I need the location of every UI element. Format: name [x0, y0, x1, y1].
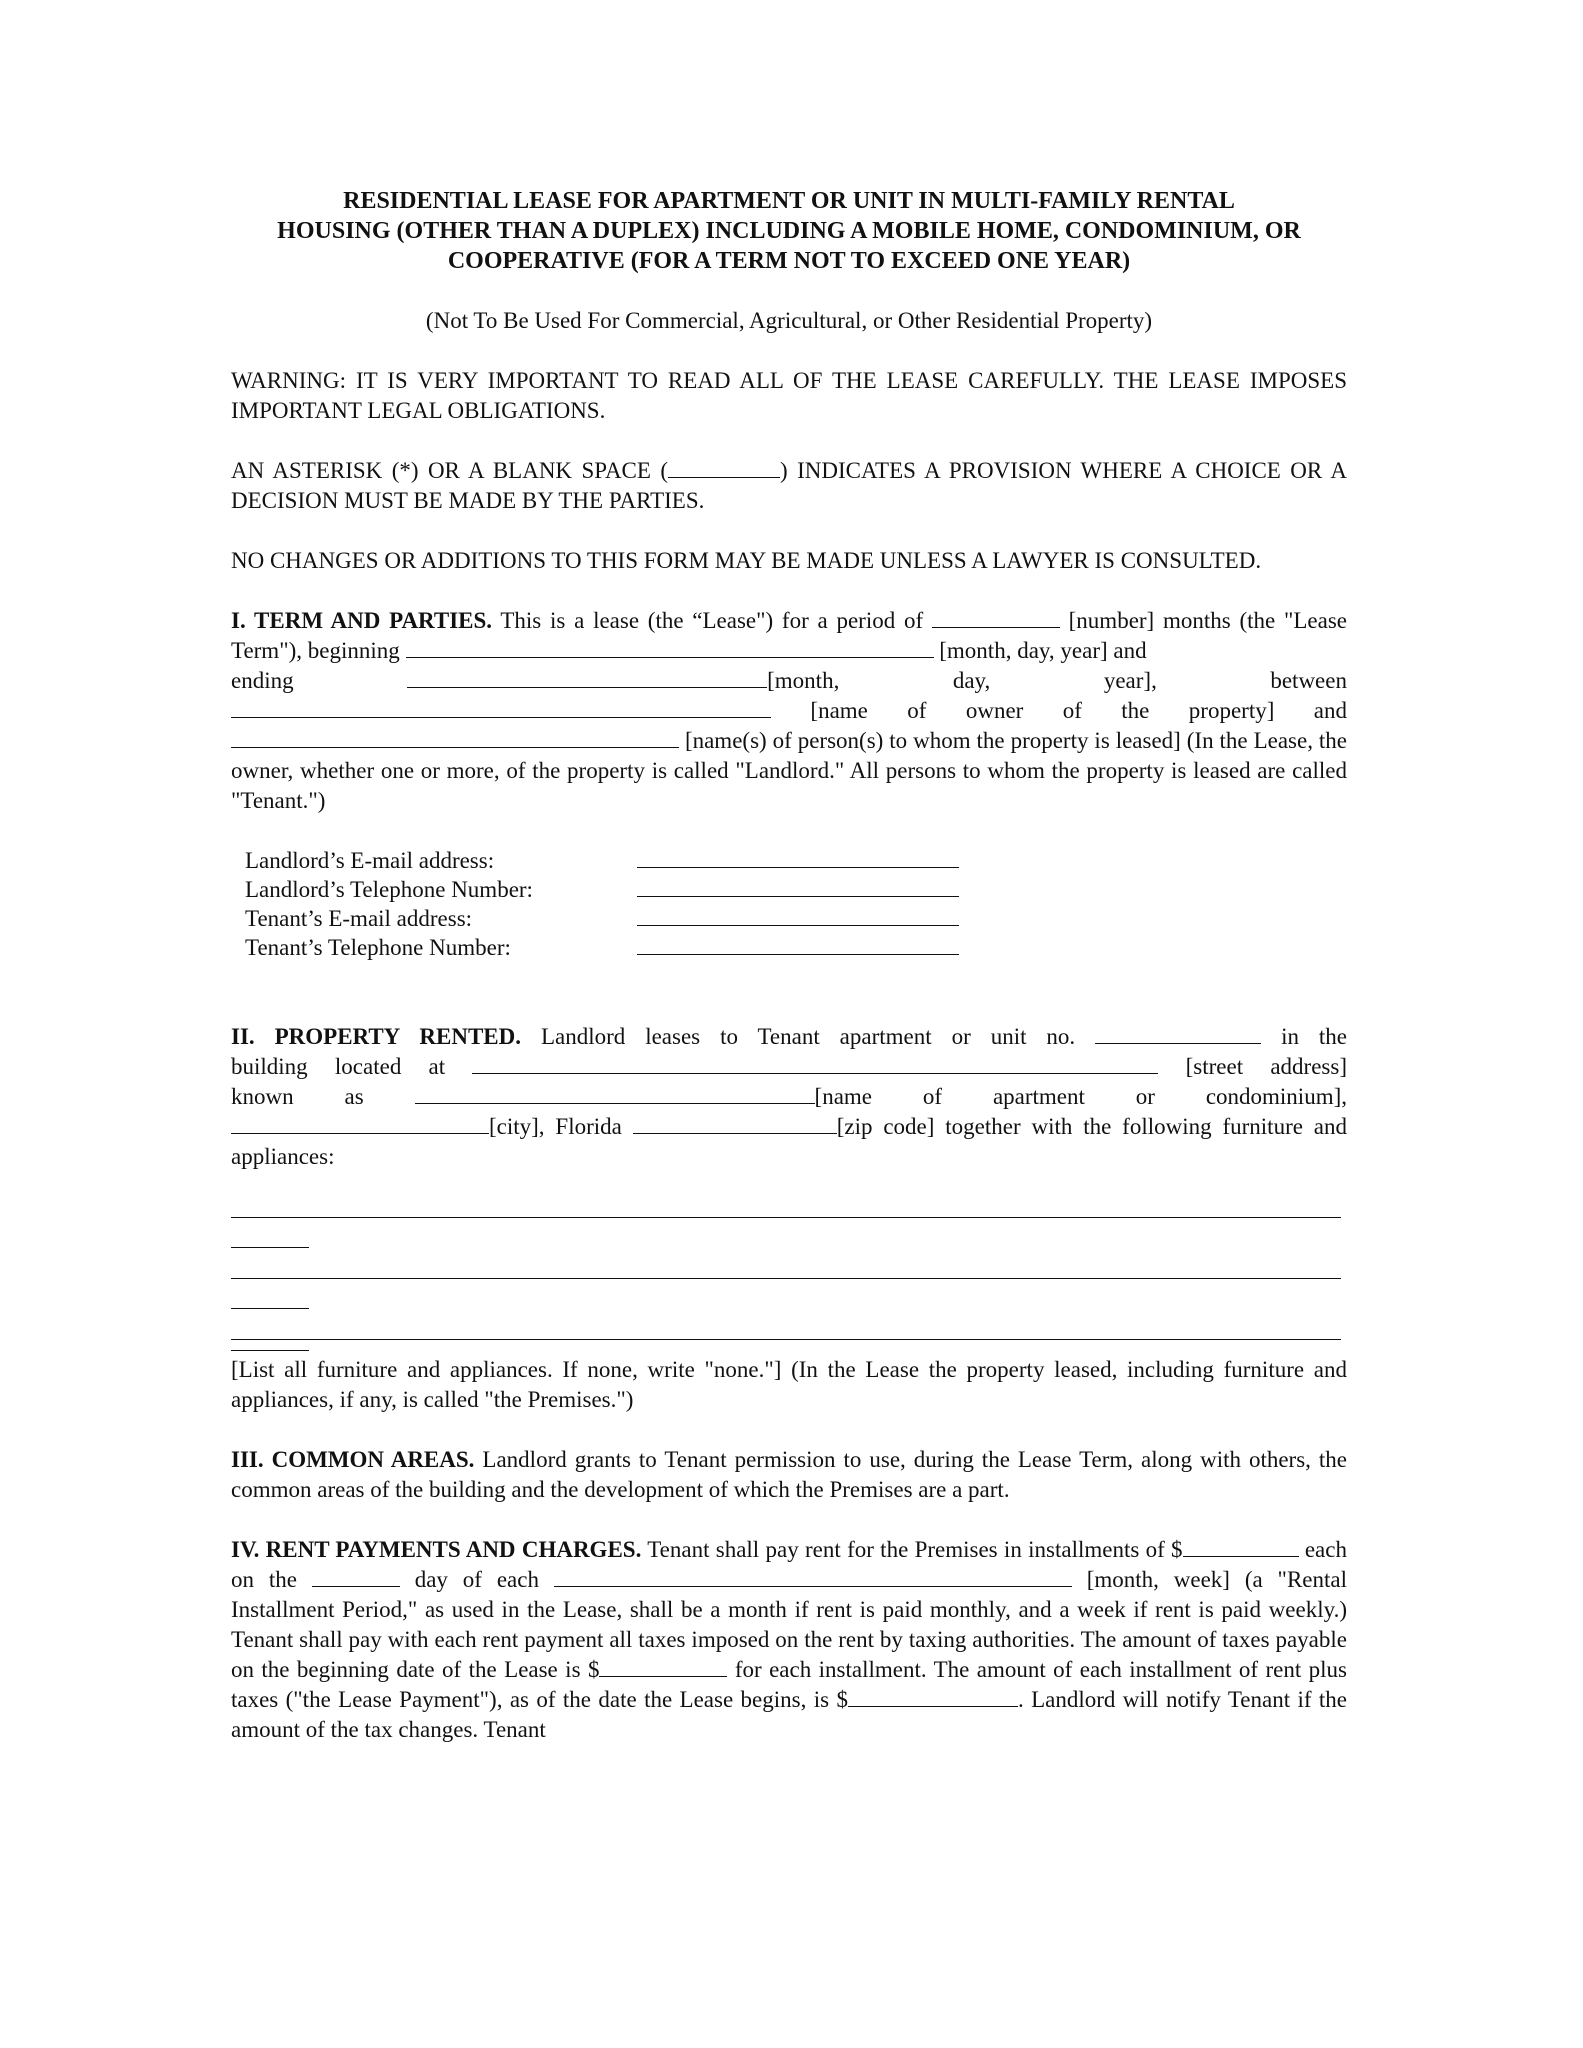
rent-amount-blank[interactable] — [1183, 1535, 1299, 1557]
section2-text-2: in the — [1261, 1024, 1348, 1049]
section4-text-4: [month, week] (a "Rental Installment Period," as used in the Lease, shall be a month if rent is paid monthly, and a week if rent is paid weekly.) Tenant shall pay with each rent payment all taxes imposed on the rent by taxing authorities. The amount of taxes payable on the beginning date of the Lease is $ — [231, 1567, 1347, 1682]
section1-text-6: day, — [952, 668, 991, 693]
asterisk-text-2: ) INDICATES A PROVISION WHERE A CHOICE OR A DECISION MUST BE MADE BY THE PARTIES. — [231, 458, 1347, 513]
landlord-phone-row — [245, 875, 1347, 904]
section2-text-4: [street address] — [1158, 1054, 1347, 1079]
landlord-email-blank[interactable] — [637, 846, 959, 868]
furniture-list-lines[interactable] — [231, 1187, 1347, 1351]
lease-end-date-blank[interactable] — [407, 666, 767, 688]
subtitle: (Not To Be Used For Commercial, Agricultural, or Other Residential Property) — [425, 308, 1153, 333]
section3-heading: III. COMMON AREAS. — [231, 1447, 475, 1472]
warning-text: WARNING: IT IS VERY IMPORTANT TO READ ALL OF THE LEASE CAREFULLY. THE LEASE IMPOSES IMPORTANT LEGAL OBLIGATIONS. — [231, 368, 1347, 423]
section4-text-2: each on the — [231, 1537, 1347, 1592]
rent-period-blank[interactable] — [554, 1565, 1072, 1587]
furniture-line-2-end[interactable] — [231, 1279, 309, 1309]
section1-text-2: [number] months (the "Lease Term"), beginning — [231, 608, 1347, 663]
section-property-rented — [231, 1022, 1347, 1415]
furniture-line-2[interactable] — [231, 1248, 1341, 1279]
section1-text-5: [month, — [767, 668, 840, 693]
section1-para-a — [231, 606, 1347, 666]
tenant-names-blank[interactable] — [231, 726, 679, 748]
title-line-2: HOUSING (OTHER THAN A DUPLEX) INCLUDING A MOBILE HOME, CONDOMINIUM, OR — [277, 218, 1301, 244]
lease-begin-date-blank[interactable] — [406, 636, 934, 658]
tax-amount-blank[interactable] — [599, 1655, 727, 1677]
furniture-line-3-end[interactable] — [231, 1340, 309, 1351]
tenant-email-blank[interactable] — [637, 904, 959, 926]
furniture-line-1[interactable] — [231, 1187, 1341, 1218]
section1-text-10: [name(s) of person(s) to whom the property is leased] (In the Lease, the owner, whether one or more, of the property is called "Landlord." All persons to whom the property is leased are called "Tenant.") — [231, 728, 1347, 813]
lease-end-date — [407, 666, 839, 696]
tenant-email-row — [245, 904, 1347, 933]
section4-text-6: . Landlord will notify Tenant if the amount of the tax changes. Tenant — [231, 1687, 1348, 1742]
section-rent-payments — [231, 1535, 1347, 1745]
landlord-email-row — [245, 846, 1347, 875]
section2-line-2 — [231, 1052, 1347, 1082]
landlord-phone-label: Landlord’s Telephone Number: — [245, 877, 533, 902]
furniture-line-3[interactable] — [231, 1309, 1341, 1340]
lease-page — [231, 186, 1347, 1745]
title-line-3: COOPERATIVE (FOR A TERM NOT TO EXCEED ONE YEAR) — [447, 248, 1131, 274]
rent-day-blank[interactable] — [312, 1565, 400, 1587]
tenant-phone-label: Tenant’s Telephone Number: — [245, 935, 511, 960]
section1-text-3: [month, day, year] and — [933, 638, 1147, 663]
contact-info — [245, 846, 1347, 962]
lease-months-blank[interactable] — [932, 606, 1060, 628]
section-common-areas — [231, 1445, 1347, 1505]
section1-ending-row — [231, 666, 1347, 696]
city-blank[interactable] — [231, 1112, 489, 1134]
no-changes-text: NO CHANGES OR ADDITIONS TO THIS FORM MAY BE MADE UNLESS A LAWYER IS CONSULTED. — [231, 548, 1262, 573]
section1-para-b — [231, 696, 1347, 726]
landlord-email-label: Landlord’s E-mail address: — [245, 848, 495, 873]
blank-example[interactable] — [668, 456, 780, 478]
section2-line-4 — [231, 1112, 1347, 1172]
section4-heading: IV. RENT PAYMENTS AND CHARGES. — [231, 1537, 642, 1562]
title-line-1: RESIDENTIAL LEASE FOR APARTMENT OR UNIT IN MULTI-FAMILY RENTAL — [343, 188, 1235, 214]
section4-text-3: day of each — [399, 1567, 554, 1592]
apartment-name-blank[interactable] — [415, 1082, 815, 1104]
section2-text-1: Landlord leases to Tenant apartment or unit no. — [521, 1024, 1096, 1049]
section2-line-1 — [231, 1022, 1347, 1052]
tenant-email-label: Tenant’s E-mail address: — [245, 906, 473, 931]
landlord-phone-blank[interactable] — [637, 875, 959, 897]
tenant-phone-row — [245, 933, 1347, 962]
section2-text-6: [name of apartment or condominium], — [814, 1084, 1347, 1109]
furniture-line-1-end[interactable] — [231, 1218, 309, 1248]
section1-text-9: [name of owner of the property] and — [771, 698, 1347, 723]
section1-text-4: ending — [231, 668, 294, 693]
section1-text-1: This is a lease (the “Lease") for a period of — [492, 608, 932, 633]
zip-code-blank[interactable] — [633, 1112, 837, 1134]
asterisk-note — [231, 456, 1347, 516]
section2-text-5: known as — [231, 1084, 415, 1109]
section1-heading: I. TERM AND PARTIES. — [231, 608, 493, 633]
section2-line-3 — [231, 1082, 1347, 1112]
street-address-blank[interactable] — [472, 1052, 1158, 1074]
section4-text-1: Tenant shall pay rent for the Premises in installments of $ — [641, 1537, 1183, 1562]
section1-text-8: between — [1270, 668, 1347, 693]
section1-text-7: year], — [1103, 668, 1157, 693]
lease-payment-blank[interactable] — [848, 1685, 1018, 1707]
owner-name-blank[interactable] — [231, 696, 771, 718]
section3-text: Landlord grants to Tenant permission to use, during the Lease Term, along with others, the common areas of the building and the development of which the Premises are a part. — [231, 1447, 1347, 1502]
section1-para-c — [231, 726, 1347, 816]
asterisk-text-1: AN ASTERISK (*) OR A BLANK SPACE ( — [231, 458, 669, 483]
section4-text-5: for each installment. The amount of each installment of rent plus taxes ("the Lease Payment"), as of the date the Lease begins, is $ — [231, 1657, 1348, 1712]
section-term-and-parties — [231, 606, 1347, 816]
furniture-list-note: [List all furniture and appliances. If none, write "none."] (In the Lease the property leased, including furniture and appliances, if any, is called "the Premises.") — [231, 1357, 1347, 1412]
section2-heading: II. PROPERTY RENTED. — [231, 1024, 521, 1049]
tenant-phone-blank[interactable] — [637, 933, 959, 955]
unit-number-blank[interactable] — [1095, 1022, 1261, 1044]
section2-text-7: [city], Florida — [489, 1114, 633, 1139]
section2-text-3: building located at — [231, 1054, 473, 1079]
section2-text-8: [zip code] together with the following furniture and appliances: — [231, 1114, 1348, 1169]
